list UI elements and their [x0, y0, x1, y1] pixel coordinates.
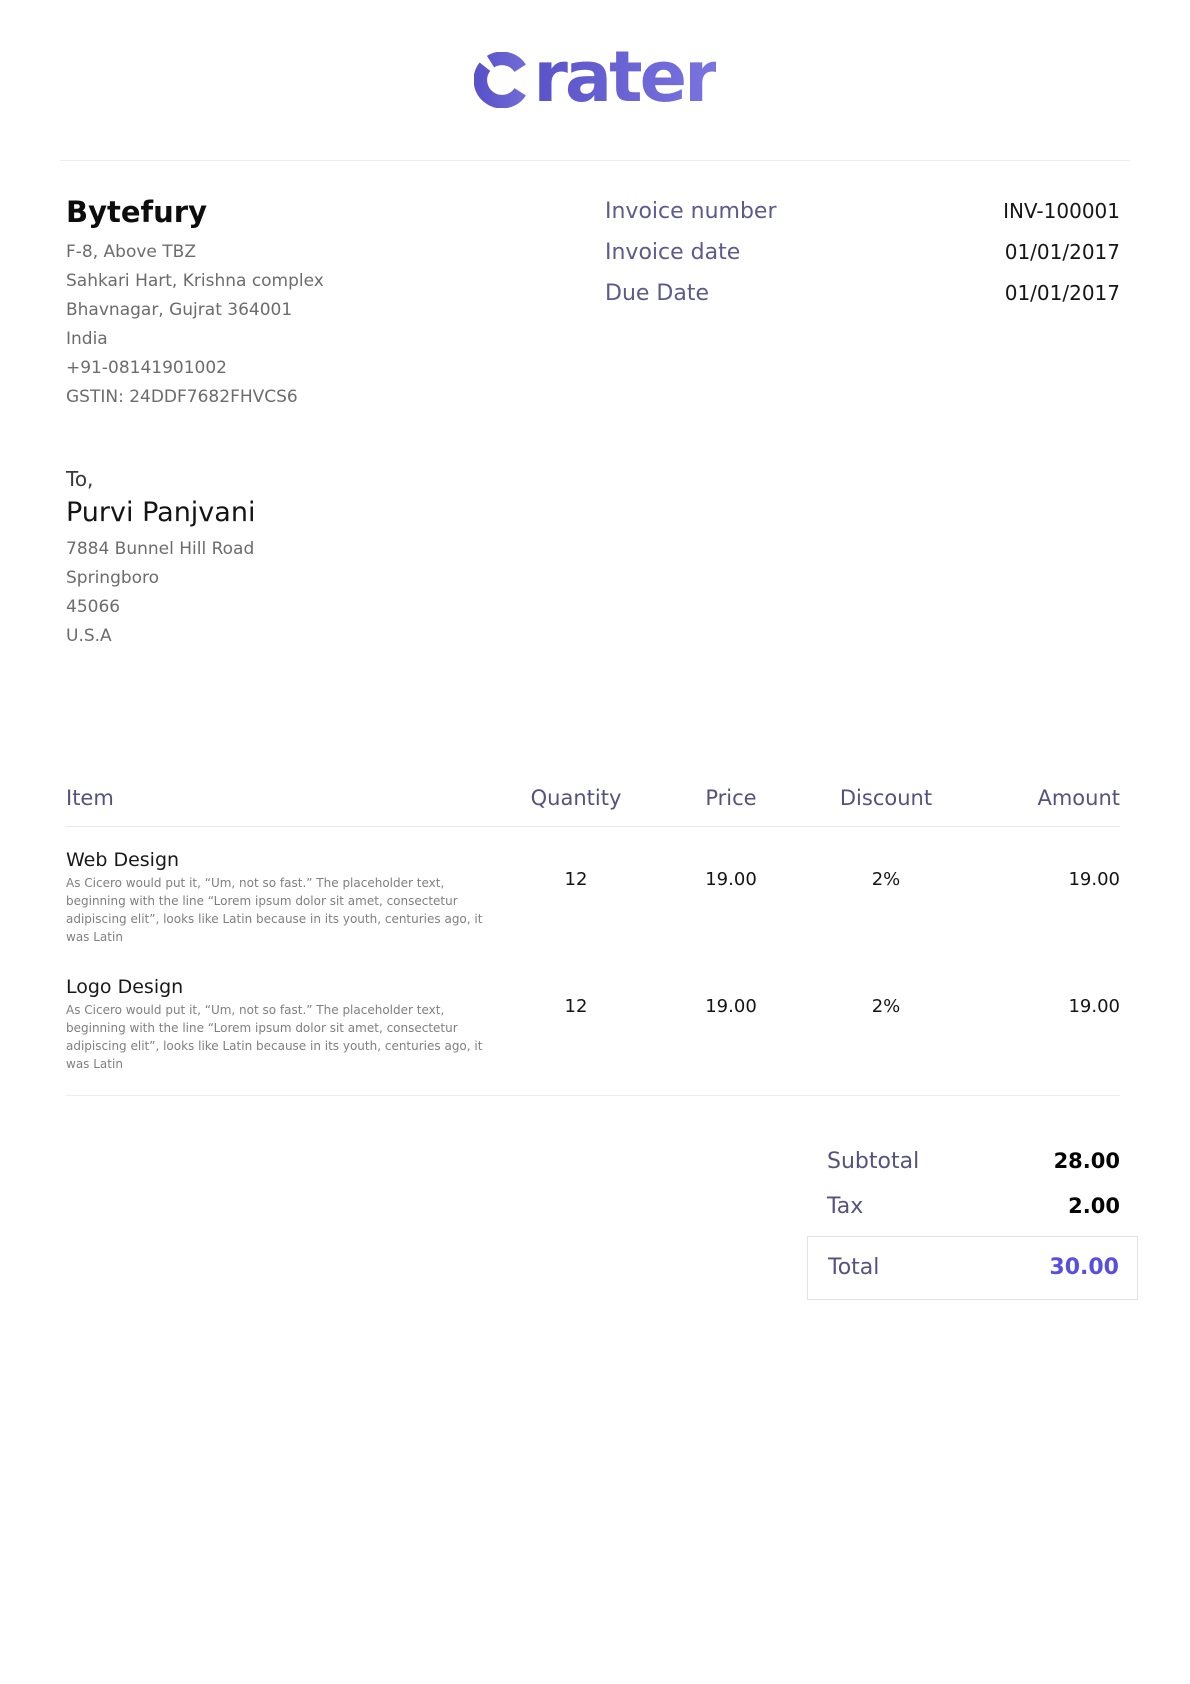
due-date-label: Due Date [605, 281, 709, 306]
meta-row-due-date [605, 281, 1120, 322]
item-discount: 2% [871, 869, 901, 890]
col-header-item: Item [66, 761, 486, 827]
subtotal-label: Subtotal [827, 1149, 920, 1174]
item-price: 19.00 [705, 996, 757, 1017]
item-price: 19.00 [705, 869, 757, 890]
due-date-value: 01/01/2017 [1004, 281, 1120, 305]
bill-to-address-line: 7884 Bunnel Hill Road [66, 539, 255, 559]
invoice-content [0, 195, 1190, 1300]
item-cell [66, 827, 486, 955]
invoice-number-value: INV-100001 [1003, 199, 1120, 223]
bill-to-prefix: To, [66, 467, 94, 491]
header-divider [60, 160, 1130, 161]
col-header-quantity: Quantity [486, 761, 666, 827]
invoice-date-label: Invoice date [605, 240, 741, 265]
company-address-line: F-8, Above TBZ [66, 242, 196, 262]
item-row [66, 827, 1120, 955]
crater-logo [474, 36, 716, 118]
col-header-price: Price [666, 761, 796, 827]
logo-header [0, 0, 1190, 120]
items-table [66, 761, 1120, 1081]
total-value: 30.00 [1049, 1255, 1119, 1280]
company-phone: +91-08141901002 [66, 358, 227, 378]
bill-to-address-line: U.S.A [66, 626, 112, 646]
totals-divider [66, 1095, 1120, 1096]
item-amount: 19.00 [1068, 996, 1120, 1017]
invoice-date-value: 01/01/2017 [1004, 240, 1120, 264]
total-box [807, 1236, 1138, 1300]
company-address-line: Bhavnagar, Gujrat 364001 [66, 300, 293, 320]
item-amount: 19.00 [1068, 869, 1120, 890]
company-name: Bytefury [66, 195, 208, 229]
item-name: Web Design [66, 849, 180, 871]
subtotal-value: 28.00 [1053, 1149, 1120, 1173]
company-gstin: GSTIN: 24DDF7682FHVCS6 [66, 387, 298, 407]
bill-to-block [66, 464, 1120, 651]
item-quantity: 12 [564, 869, 588, 890]
item-quantity: 12 [564, 996, 588, 1017]
bill-to-address-line: 45066 [66, 597, 121, 617]
item-name: Logo Design [66, 976, 184, 998]
item-description: As Cicero would put it, “Um, not so fast.” The placeholder text, beginning with the line “Lorem ipsum dolor sit amet, consectetur adipiscing elit”, looks like Latin because in its youth, centuries ago, it was Latin [66, 876, 483, 944]
company-address-line: India [66, 329, 108, 349]
crater-logo-text: rater [533, 36, 716, 118]
totals-block [807, 1146, 1138, 1300]
item-cell [66, 954, 486, 1081]
col-header-amount: Amount [976, 761, 1120, 827]
item-row [66, 954, 1120, 1081]
seller-block [66, 195, 324, 412]
tax-row [807, 1191, 1138, 1222]
company-address-line: Sahkari Hart, Krishna complex [66, 271, 324, 291]
invoice-number-label: Invoice number [605, 199, 777, 224]
crater-logo-c-icon [474, 52, 530, 108]
tax-label: Tax [827, 1194, 864, 1219]
item-description: As Cicero would put it, “Um, not so fast.” The placeholder text, beginning with the line “Lorem ipsum dolor sit amet, consectetur adipiscing elit”, looks like Latin because in its youth, centuries ago, it was Latin [66, 1003, 483, 1071]
meta-row-invoice-date [605, 240, 1120, 281]
meta-row-invoice-number [605, 199, 1120, 240]
item-discount: 2% [871, 996, 901, 1017]
bill-to-name: Purvi Panjvani [66, 497, 256, 528]
subtotal-row [807, 1146, 1138, 1177]
items-table-header [66, 761, 1120, 827]
bill-to-address-line: Springboro [66, 568, 160, 588]
tax-value: 2.00 [1068, 1194, 1120, 1218]
bill-to-address [66, 535, 1120, 651]
company-address [66, 238, 324, 412]
seller-and-meta-section [66, 195, 1120, 412]
col-header-discount: Discount [796, 761, 976, 827]
invoice-meta [605, 195, 1120, 412]
total-label: Total [828, 1255, 880, 1280]
